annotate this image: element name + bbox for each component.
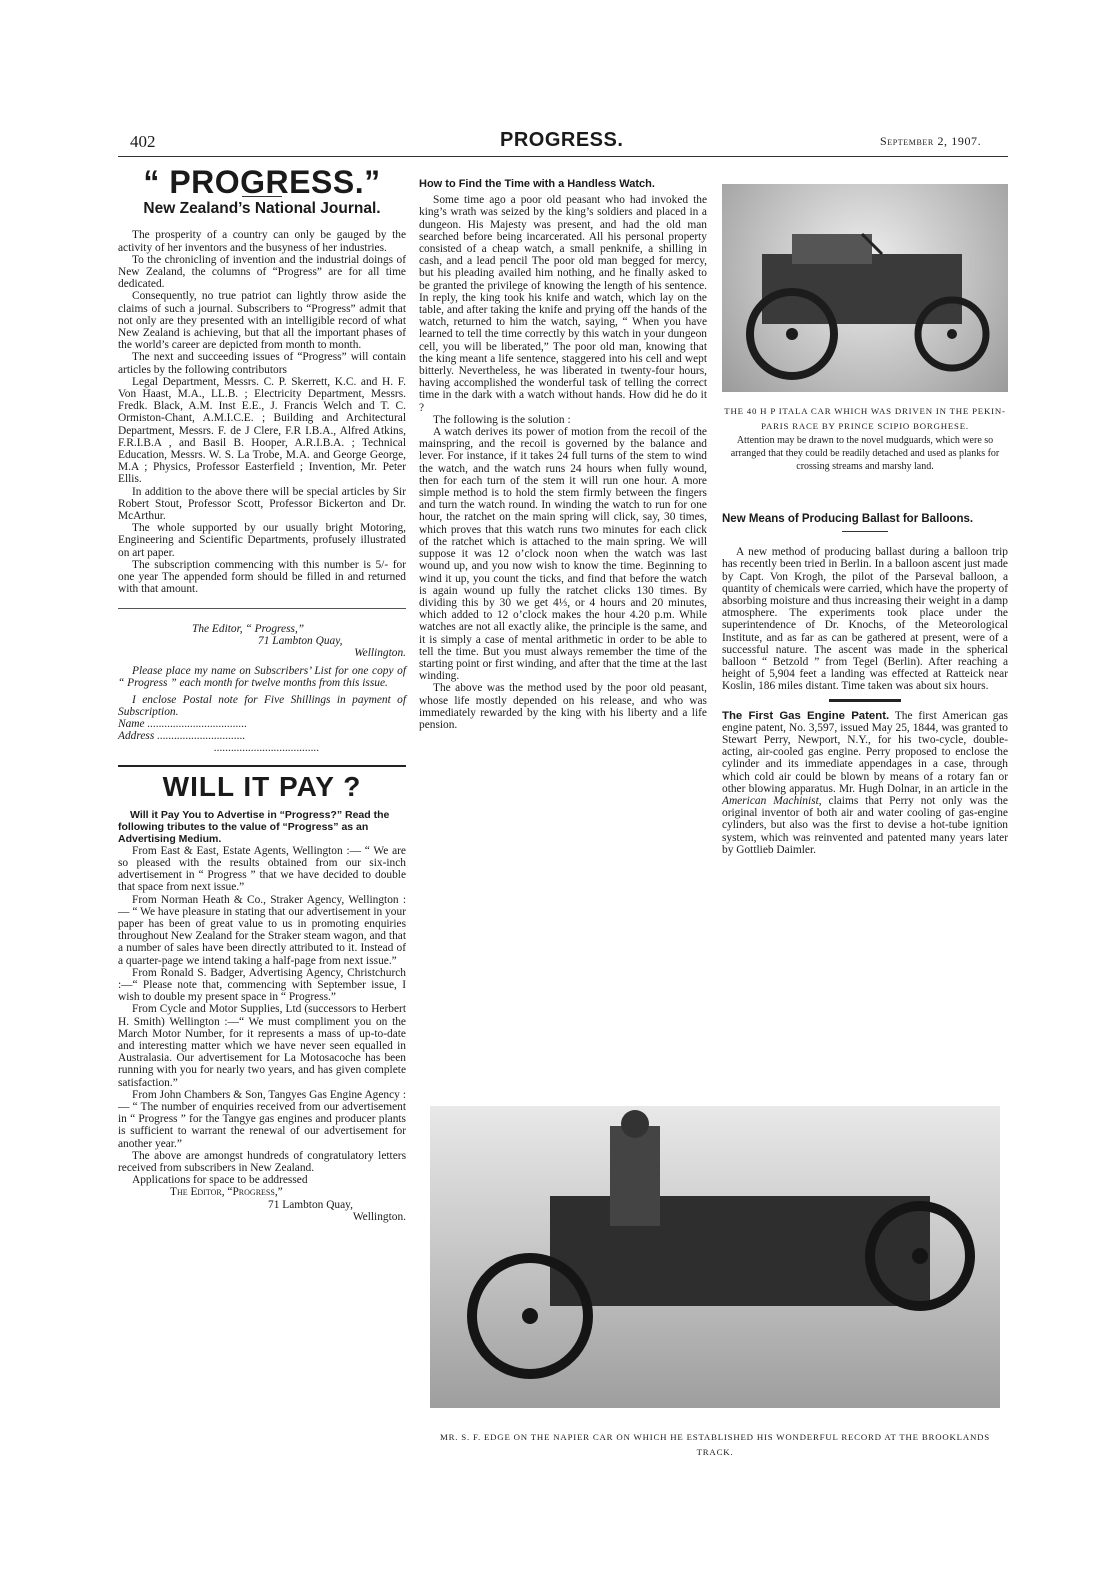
intro-paragraph: The whole supported by our usually bright Motoring, Engineering and Scientific Departments, profusely illustrated on art paper. bbox=[118, 522, 406, 559]
itala-photo-note: Attention may be drawn to the novel mudguards, which were so arranged that they could be readily detached and used as planks for crossing streams and marshy land. bbox=[730, 435, 1000, 472]
testimonial: From Ronald S. Badger, Advertising Agency, Christchurch :—“ Please note that, commencing with September issue, I wish to double my present space in “ Progress.” bbox=[118, 966, 406, 1004]
masthead: “ PROGRESS.” bbox=[143, 164, 381, 200]
section-rule bbox=[118, 765, 406, 767]
subscription-form bbox=[118, 623, 406, 755]
gas-engine-article bbox=[722, 710, 1008, 856]
editor-address: The Editor, “Progress,” bbox=[170, 1186, 283, 1199]
intro-paragraph: The next and succeeding issues of “Progress” will contain articles by the following contributors bbox=[118, 351, 406, 376]
address-field[interactable]: Address ............................... bbox=[118, 730, 246, 743]
divider bbox=[829, 699, 901, 702]
ballast-heading: New Means of Producing Ballast for Balloons. bbox=[722, 513, 974, 525]
gas-engine-heading: The First Gas Engine Patent. bbox=[722, 709, 890, 722]
intro-paragraph: In addition to the above there will be special articles by Sir Robert Stout, Professor Scott, Professor Bickerton and Dr. McArthur. bbox=[118, 485, 406, 523]
name-field[interactable]: Name ................................... bbox=[118, 717, 248, 730]
ballast-article: A new method of producing ballast during a balloon trip has recently been tried in Berlin. In a balloon ascent just made by Capt. Von Krogh, the pilot of the Parseval balloon, a quantity of chemicals were carried, which have the property of absorbing moisture and thus increasing their weight in a damp atmosphere. The experiments took place under the superintendence of Dr. Knochs, of the Meteorological Institute, and as far as can be gathered at present, were of a successful nature. The ascent was made in the spherical balloon “ Betzold ” from Tegel (Berlin). After reaching a height of 5,904 feet a landing was effected at Ratteick near Koslin, 186 miles distant. Time taken was about six hours. bbox=[722, 546, 1008, 693]
form-city: Wellington. bbox=[354, 646, 406, 659]
form-addressee: The Editor, “ Progress,” bbox=[192, 622, 305, 635]
form-enclose: I enclose Postal note for Five Shillings in payment of Subscription. bbox=[118, 693, 406, 718]
car-illustration-icon bbox=[430, 1106, 1000, 1408]
testimonial: The above are amongst hundreds of congratulatory letters received from subscribers in New Zealand. bbox=[118, 1149, 406, 1175]
will-it-pay-subhead: Will it Pay You to Advertise in “Progress?” Read the following tributes to the value of “Progress” as an Advertising Medium. bbox=[118, 808, 390, 845]
gas-engine-text: The first American gas engine patent, No. 3,597, issued May 25, 1844, was granted to Stewart Perry, Newport, N.Y., for his two-cycle, double-acting, air-cooled gas engine. Perry proposed to enclose the cylinder and its immediate appendages in a case, through which cold air could be blown by means of a rotary fan or other blowing apparatus. Mr. Hugh Dolnar, in an article in the bbox=[722, 709, 1008, 795]
itala-photo-caption: THE 40 H P ITALA CAR WHICH WAS DRIVEN IN THE PEKIN-PARIS RACE BY PRINCE SCIPIO BORGHESE. bbox=[724, 406, 1006, 431]
column-right bbox=[722, 398, 1008, 856]
article-paragraph: The following is the solution : bbox=[433, 413, 571, 426]
testimonial: Applications for space to be addressed bbox=[132, 1174, 308, 1187]
divider bbox=[118, 608, 406, 609]
journal-title: PROGRESS. bbox=[500, 129, 624, 151]
page-number: 402 bbox=[130, 132, 156, 151]
form-request: Please place my name on Subscribers’ List for one copy of “ Progress ” each month for twelve months from this issue. bbox=[118, 665, 406, 690]
editor-city: Wellington. bbox=[352, 1210, 406, 1223]
issue-date: September 2, 1907. bbox=[880, 134, 982, 148]
testimonial: From Norman Heath & Co., Straker Agency, Wellington :— “ We have pleasure in stating that our advertisement in your paper has been of great value to us in promoting enquiries throughout New Zealand for the Straker steam wagon, and that a number of sales have been directly attributed to it. Instead of a quarter-page we intend taking a half-page from next issue.” bbox=[118, 893, 406, 967]
intro-paragraph: Consequently, no true patriot can lightly throw aside the claims of such a journal. Subscribers to “Progress” admit that not only are they presented with an intelligible record of what New Zealand is achieving, but that all the important phases of the world’s career are depicted from month to month. bbox=[118, 290, 406, 352]
publication-name: American Machinist, bbox=[722, 795, 822, 808]
column-middle bbox=[419, 178, 707, 731]
testimonial: From Cycle and Motor Supplies, Ltd (successors to Herbert H. Smith) Wellington :—“ We must compliment you on the March Motor Number, for it represents a mass of up-to-date and interesting matter which we have never seen equalled in Australasia. Our advertisement for La Motosacoche has been running with you for nearly two years, and has given complete satisfaction.” bbox=[118, 1003, 406, 1089]
car-illustration-icon bbox=[722, 184, 1008, 392]
watch-article-heading: How to Find the Time with a Handless Watch. bbox=[419, 178, 655, 190]
article-paragraph: Some time ago a poor old peasant who had invoked the king’s wrath was seized by the king’s soldiers and placed in a dungeon. His Majesty was present, and had the old man searched before being incarcerated. All his personal property consisted of a cheap watch, a small penknife, a shilling in cash, and a lead pencil The poor old man begged for mercy, but his pleading availed him nothing, and he finally asked to be granted the privilege of knowing the length of his sentence. In reply, the king took his knife and watch, which lay on the table, and after taking the knife and prying off the hands of the watch, returned to him the watch, saying, “ When you have learned to tell the time correctly by this watch in your dungeon cell, you will be liberated,” The poor old man, knowing that the king meant a life sentence, staggered into his cell and wept bitterly. Nevertheless, he was liberated in twenty-four hours, having accomplished the wonderful task of telling the correct time in the dark with a watch without hands. How did he do it ? bbox=[419, 194, 707, 414]
testimonial: From John Chambers & Son, Tangyes Gas Engine Agency :— “ The number of enquiries received from our advertisement in “ Progress ” for the Tangye gas engines and producer plants is sufficient to warrant the renewal of our advertisement for another year.” bbox=[118, 1088, 406, 1150]
column-left bbox=[118, 158, 406, 1223]
itala-car-photo bbox=[722, 184, 1008, 392]
divider bbox=[842, 531, 888, 532]
article-paragraph: A watch derives its power of motion from the recoil of the mainspring, and the recoil is governed by the balance and lever. For instance, if it takes 24 full turns of the stem to wind the watch, and the watch runs 24 hours when fully wound, then for each turn of the stem it will run one hour. A more simple method is to hold the stem firmly between the fingers and turn the watch round. In winding the watch to run for one hour, the ratchet on the main spring will click, say, 30 times, which proves that this watch runs two minutes for each click of the ratchet which is attached to the main spring. We will suppose it was 12 o’clock noon when the watch was last wound up, and you now wish to know the time. Beginning to wind it up, you count the ticks, and find that before the watch is again wound up fully the ratchet clicks 130 times. By dividing this by 30 we get 4⅓, or 4 hours and 20 minutes, which added to 12 o’clock makes the hour 4.20 p.m. While watches are not all exactly alike, the principle is the same, and it is simply a case of mental arithmetic in order to be able to tell the time. But you must always remember the time of the starting point or first winding, and after that the time at the last winding. bbox=[419, 426, 707, 683]
intro-paragraph: The prosperity of a country can only be gauged by the activity of her inventors and the busyness of her industries. bbox=[118, 229, 406, 254]
address-field-line2[interactable]: ..................................... bbox=[214, 742, 320, 755]
napier-car-photo bbox=[430, 1106, 1000, 1408]
masthead-subtitle: New Zealand’s National Journal. bbox=[143, 200, 381, 218]
editor-street: 71 Lambton Quay, bbox=[268, 1198, 353, 1211]
form-address: 71 Lambton Quay, bbox=[258, 634, 343, 647]
gas-engine-text-cont: claims that Perry not only was the original inventor of both air and water cooling of gas-engine cylinders, but also was the first to devise a hot-tube ignition system, which was reinvented and patented many years later by Gottlieb Daimler. bbox=[722, 795, 1008, 856]
header-rule bbox=[118, 156, 1008, 157]
intro-paragraph: Legal Department, Messrs. C. P. Skerrett, K.C. and H. F. Von Haast, M.A., LL.B. ; Electricity Department, Messrs. Fredk. Black, A.M. Inst E.E., J. Francis Welch and T. C. Ormiston-Chant, A.M.I.C.E. ; Building and Architectural Department, Messrs. F. de J Clere, F.R I.B.A., Alfred Atkins, F.R.I.B.A , and Basil B. Hooper, A.R.I.B.A. ; Technical Education, Messrs. W. S. La Trobe, M.A. and George George, M.A ; Physics, Professor Easterfield ; Invention, Mr. Peter Ellis. bbox=[118, 375, 406, 486]
article-paragraph: The above was the method used by the poor old peasant, whose life mostly depended on his release, and who was immediately rewarded by the king with his liberty and a life pension. bbox=[419, 682, 707, 731]
intro-paragraph: The subscription commencing with this number is 5/- for one year The appended form should be filled in and returned with that amount. bbox=[118, 558, 406, 596]
napier-photo-caption: MR. S. F. EDGE ON THE NAPIER CAR ON WHICH HE ESTABLISHED HIS WONDERFUL RECORD AT THE BROOKLANDS TRACK. bbox=[440, 1432, 990, 1457]
testimonial: From East & East, Estate Agents, Wellington :— “ We are so pleased with the results obtained from our six-inch advertisement in “ Progress ” that we have decided to double that space from next issue.” bbox=[118, 844, 406, 894]
will-it-pay-heading: WILL IT PAY ? bbox=[162, 770, 362, 802]
intro-paragraph: To the chronicling of invention and the industrial doings of New Zealand, the columns of “Progress” are for all time dedicated. bbox=[118, 253, 406, 291]
